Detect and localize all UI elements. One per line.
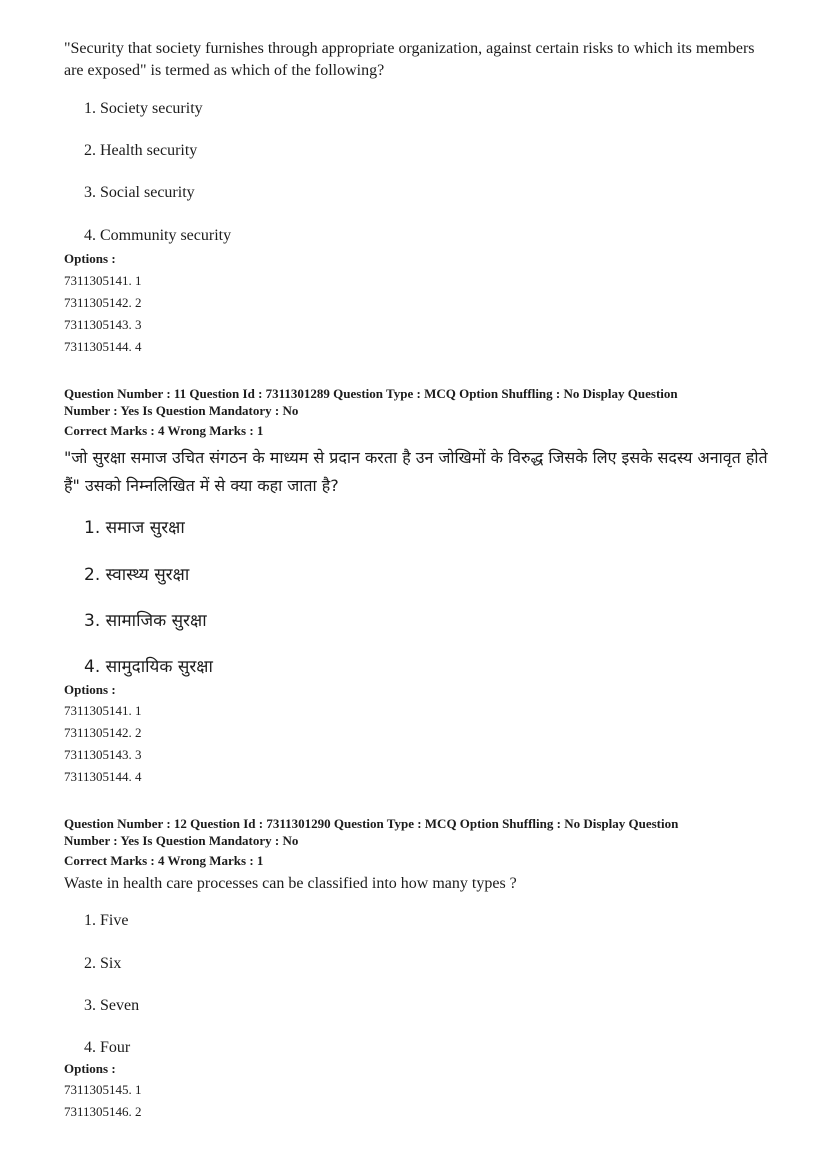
q11-option-row: 7311305143. 3: [64, 747, 142, 762]
q12-choice-2: 2. Six: [84, 955, 122, 972]
q10-choice-3: 3. Social security: [84, 184, 195, 201]
q12-meta-line-1: Question Number : 12 Question Id : 7311301290 Question Type : MCQ Option Shuffling : No Display Question: [64, 816, 679, 831]
q11-options-label: Options :: [64, 682, 116, 697]
q12-meta-line-2: Number : Yes Is Question Mandatory : No: [64, 833, 299, 848]
q11-meta-line-2: Number : Yes Is Question Mandatory : No: [64, 403, 299, 418]
q11-option-row: 7311305144. 4: [64, 769, 142, 784]
q10-choice-4: 4. Community security: [84, 227, 232, 244]
question-11-text: "जो सुरक्षा समाज उचित संगठन के माध्यम से प्रदान करता है उन जोखिमों के विरुद्ध जिसके लिए इसके सदस्य अनावृत होते हैं" उसको निम्नलिखित में से क्या कहा जाता है?: [64, 448, 768, 495]
question-11-header: [64, 385, 774, 439]
q11-choice-3: 3. सामाजिक सुरक्षा: [84, 611, 207, 631]
q12-marks: Correct Marks : 4 Wrong Marks : 1: [64, 853, 264, 868]
q10-option-row: 7311305142. 2: [64, 295, 142, 310]
q12-options-label: Options :: [64, 1061, 116, 1076]
q10-options-label: Options :: [64, 251, 116, 266]
q12-choice-3: 3. Seven: [84, 997, 140, 1014]
q12-option-row: 7311305145. 1: [64, 1082, 142, 1097]
q12-choice-4: 4. Four: [84, 1039, 131, 1056]
q12-option-row: 7311305146. 2: [64, 1104, 142, 1119]
question-12-text: Waste in health care processes can be classified into how many types ?: [64, 875, 517, 892]
q11-meta-line-1: Question Number : 11 Question Id : 7311301289 Question Type : MCQ Option Shuffling : No Display Question: [64, 386, 678, 401]
q11-option-row: 7311305141. 1: [64, 703, 142, 718]
q11-choice-1: 1. समाज सुरक्षा: [84, 518, 185, 538]
q11-choice-4: 4. सामुदायिक सुरक्षा: [84, 657, 213, 677]
q11-option-row: 7311305142. 2: [64, 725, 142, 740]
q11-choice-2: 2. स्वास्थ्य सुरक्षा: [84, 565, 190, 585]
q10-choice-1: 1. Society security: [84, 100, 203, 117]
q10-choice-2: 2. Health security: [84, 142, 198, 159]
q10-option-row: 7311305144. 4: [64, 339, 142, 354]
q10-option-row: 7311305143. 3: [64, 317, 142, 332]
question-12-header: [64, 815, 774, 869]
q10-option-row: 7311305141. 1: [64, 273, 142, 288]
q12-choice-1: 1. Five: [84, 912, 129, 929]
q11-marks: Correct Marks : 4 Wrong Marks : 1: [64, 423, 264, 438]
question-10-text: "Security that society furnishes through appropriate organization, against certain risks to which its members are exposed" is termed as which of the following?: [64, 40, 755, 79]
